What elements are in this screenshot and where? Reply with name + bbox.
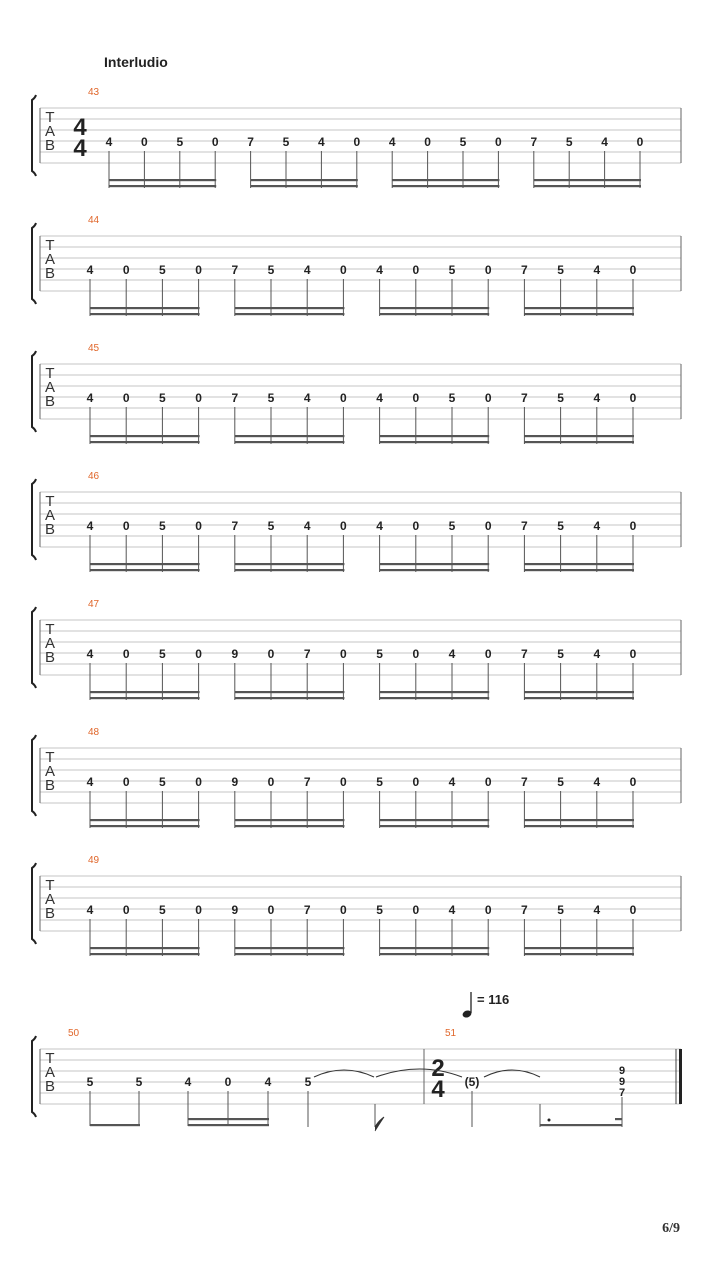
tab-note: 5: [448, 519, 456, 533]
dot: [548, 1119, 551, 1122]
tab-note: 0: [195, 903, 202, 917]
measure-number: 44: [88, 215, 100, 226]
tab-note: 5: [376, 903, 383, 917]
tab-note: 0: [636, 135, 644, 149]
beam: [380, 313, 490, 315]
beam: [90, 569, 200, 571]
tab-note: 4: [318, 135, 325, 149]
tab-note: 9: [231, 903, 239, 917]
tab-note: 4: [264, 1075, 272, 1089]
tab-note: 5: [267, 391, 275, 405]
tab-note: 0: [424, 135, 431, 149]
beam: [90, 825, 200, 827]
tab-note: 0: [122, 519, 130, 533]
tab-note: 7: [521, 775, 528, 789]
beam: [534, 185, 641, 187]
tab-note: 4: [593, 903, 601, 917]
tab-note: 5: [159, 519, 166, 533]
measure-number: 47: [88, 599, 100, 610]
tab-note: 7: [231, 391, 239, 405]
tab-note: 0: [340, 647, 347, 661]
tab-note: 0: [484, 647, 492, 661]
beam: [392, 179, 499, 181]
beam: [109, 185, 216, 187]
tab-note: 0: [340, 519, 347, 533]
tab-note: 0: [340, 775, 347, 789]
tab-system: [32, 343, 681, 444]
beam: [235, 819, 345, 821]
tab-clef-letter: B: [44, 1078, 56, 1095]
tab-note: 4: [593, 391, 601, 405]
tab-system: [32, 87, 681, 188]
beam: [235, 313, 345, 315]
tab-clef-letter: T: [45, 877, 55, 894]
beam: [90, 435, 200, 437]
note-flag: [375, 1117, 384, 1131]
tab-note: 4: [105, 135, 113, 149]
tab-note: 0: [629, 647, 637, 661]
beam: [392, 185, 499, 187]
tab-clef-letter: B: [44, 777, 56, 794]
tab-note: 0: [195, 519, 202, 533]
tab-note: 5: [176, 135, 184, 149]
tab-note: 5: [267, 263, 275, 277]
tab-note: 4: [303, 263, 311, 277]
tab-note: 5: [448, 391, 456, 405]
tab-system: [32, 855, 681, 956]
tab-note: 5: [557, 775, 564, 789]
section-title: Interludio: [104, 54, 168, 70]
tab-note: 0: [629, 519, 637, 533]
tab-note: 0: [211, 135, 219, 149]
tab-note: 5: [376, 775, 383, 789]
tab-note: 5: [557, 647, 564, 661]
tab-note: 0: [195, 391, 202, 405]
tie: [376, 1069, 462, 1077]
beam: [235, 953, 345, 955]
tab-note: 0: [141, 135, 148, 149]
beam: [524, 435, 634, 437]
tab-clef-letter: A: [44, 891, 56, 908]
tab-note: 5: [304, 1075, 312, 1089]
tab-note: 4: [448, 647, 456, 661]
system-bracket: [32, 223, 36, 304]
tab-note: 4: [376, 519, 383, 533]
beam: [235, 435, 345, 437]
beam: [235, 569, 345, 571]
beam: [235, 697, 345, 699]
tab-note: 0: [267, 775, 275, 789]
chord-note: 7: [618, 1087, 626, 1099]
tab-note: 5: [159, 775, 166, 789]
tab-note: 0: [122, 903, 130, 917]
tab-clef-letter: T: [45, 365, 55, 382]
beam: [524, 307, 634, 309]
tab-clef-letter: B: [44, 521, 56, 538]
measure-number: 45: [88, 343, 100, 354]
beam: [380, 307, 490, 309]
tab-note: 9: [231, 775, 239, 789]
measure-number: 50: [68, 1028, 80, 1039]
beam: [540, 1124, 622, 1126]
tab-note: 7: [521, 903, 528, 917]
tab-note: 5: [557, 263, 564, 277]
tab-note: 0: [629, 391, 637, 405]
tab-note: 4: [86, 775, 94, 789]
tab-note: 5: [448, 263, 456, 277]
tab-note: 0: [629, 903, 637, 917]
tab-note: 4: [601, 135, 608, 149]
tab-clef-letter: T: [45, 109, 55, 126]
beam-fragment: [615, 1118, 622, 1120]
beam: [524, 563, 634, 565]
beam: [524, 947, 634, 949]
tab-note: 7: [521, 391, 528, 405]
tab-note: 5: [159, 903, 166, 917]
tab-note: 4: [388, 135, 396, 149]
tab-clef-letter: A: [44, 379, 56, 396]
beam: [90, 819, 200, 821]
beam: [524, 569, 634, 571]
tab-clef-letter: B: [44, 649, 56, 666]
beam: [524, 441, 634, 443]
beam: [188, 1124, 269, 1126]
beam: [524, 313, 634, 315]
beam: [524, 691, 634, 693]
tab-note: 5: [86, 1075, 94, 1089]
time-signature-top: 4: [73, 114, 87, 141]
tab-note: 0: [195, 263, 202, 277]
tab-note: 5: [159, 391, 166, 405]
tab-note: 4: [184, 1075, 192, 1089]
tab-note: 0: [629, 263, 637, 277]
tab-clef-letter: A: [44, 251, 56, 268]
tab-note: 4: [86, 903, 94, 917]
tab-note: 5: [376, 647, 383, 661]
tab-system: [32, 599, 681, 700]
beam: [524, 819, 634, 821]
tab-note: 0: [412, 391, 420, 405]
tab-note: (5): [464, 1075, 480, 1089]
tab-note: 4: [86, 391, 94, 405]
tab-clef-letter: A: [44, 123, 56, 140]
tab-clef-letter: B: [44, 393, 56, 410]
system-bracket: [32, 479, 36, 560]
tab-note: 4: [593, 775, 601, 789]
tab-clef-letter: A: [44, 1064, 56, 1081]
tab-system: [32, 471, 681, 572]
tab-clef-letter: T: [45, 493, 55, 510]
time-signature-bottom: 4: [73, 135, 87, 162]
beam: [524, 697, 634, 699]
tab-note: 7: [521, 263, 528, 277]
tab-note: 4: [376, 391, 383, 405]
beam: [380, 947, 490, 949]
measure-number: 51: [445, 1028, 457, 1039]
beam: [380, 697, 490, 699]
tab-clef-letter: A: [44, 635, 56, 652]
tab-note: 0: [340, 263, 347, 277]
tab-note: 0: [484, 391, 492, 405]
tab-note: 4: [86, 647, 94, 661]
tab-clef-letter: B: [44, 265, 56, 282]
time-signature-bottom: 4: [431, 1076, 445, 1103]
beam: [235, 441, 345, 443]
tab-note: 4: [593, 647, 601, 661]
measure-number: 48: [88, 727, 100, 738]
beam: [90, 313, 200, 315]
tab-note: 0: [412, 647, 420, 661]
tab-system: [32, 215, 681, 316]
beam: [380, 569, 490, 571]
beam: [524, 953, 634, 955]
tab-note: 0: [484, 519, 492, 533]
beam: [251, 179, 358, 181]
tab-note: 7: [303, 775, 311, 789]
tempo-text: = 116: [477, 992, 510, 1007]
beam: [380, 825, 490, 827]
system-bracket: [32, 607, 36, 688]
tab-note: 5: [282, 135, 290, 149]
tab-system: [32, 727, 681, 828]
beam: [90, 441, 200, 443]
tab-note: 0: [195, 775, 202, 789]
tab-note: 7: [530, 135, 538, 149]
tab-note: 7: [231, 519, 239, 533]
beam: [235, 307, 345, 309]
time-signature-top: 2: [431, 1055, 445, 1082]
tab-note: 0: [340, 903, 347, 917]
tab-clef-letter: B: [44, 905, 56, 922]
tab-note: 0: [267, 647, 275, 661]
tab-note: 0: [484, 775, 492, 789]
tab-note: 0: [122, 775, 130, 789]
tab-note: 7: [303, 903, 311, 917]
beam: [90, 563, 200, 565]
system-bracket: [32, 95, 36, 176]
measure-number: 43: [88, 87, 100, 98]
page-number: 6/9: [662, 1221, 680, 1236]
tab-note: 4: [86, 519, 94, 533]
tab-clef-letter: T: [45, 237, 55, 254]
beam: [235, 825, 345, 827]
tab-note: 7: [521, 519, 528, 533]
tab-note: 7: [247, 135, 254, 149]
beam: [380, 691, 490, 693]
tab-system-final: [32, 1028, 682, 1131]
tab-note: 9: [231, 647, 239, 661]
beam: [380, 441, 490, 443]
tab-note: 5: [565, 135, 573, 149]
tab-note: 0: [340, 391, 347, 405]
measure-number: 46: [88, 471, 100, 482]
tab-note: 0: [484, 903, 492, 917]
tab-note: 4: [303, 391, 311, 405]
beam: [109, 179, 216, 181]
tab-note: 5: [135, 1075, 143, 1089]
beam: [380, 563, 490, 565]
tab-note: 0: [267, 903, 275, 917]
beam: [380, 819, 490, 821]
tab-note: 0: [495, 135, 502, 149]
tab-note: 0: [412, 263, 420, 277]
tab-clef-letter: T: [45, 621, 55, 638]
tab-note: 0: [629, 775, 637, 789]
tab-clef-letter: T: [45, 749, 55, 766]
beam: [188, 1118, 269, 1120]
tab-note: 5: [159, 263, 166, 277]
beam: [235, 691, 345, 693]
tab-note: 0: [122, 263, 130, 277]
tab-note: 5: [159, 647, 166, 661]
tab-note: 0: [353, 135, 361, 149]
beam: [90, 953, 200, 955]
tab-note: 0: [122, 647, 130, 661]
tab-clef-letter: A: [44, 763, 56, 780]
tab-note: 7: [231, 263, 239, 277]
measure-number: 49: [88, 855, 100, 866]
beam: [90, 947, 200, 949]
tab-note: 7: [303, 647, 311, 661]
tempo-marking: [462, 992, 510, 1019]
beam: [380, 435, 490, 437]
tab-note: 0: [484, 263, 492, 277]
system-bracket: [32, 735, 36, 816]
tab-note: 0: [224, 1075, 232, 1089]
tab-note: 7: [521, 647, 528, 661]
system-bracket: [32, 1036, 36, 1117]
tab-note: 5: [557, 519, 564, 533]
beam: [534, 179, 641, 181]
chord-note: 9: [618, 1065, 626, 1077]
tab-clef-letter: B: [44, 137, 56, 154]
beam: [524, 825, 634, 827]
tab-note: 4: [593, 263, 601, 277]
tab-note: 0: [412, 519, 420, 533]
tab-note: 4: [448, 775, 456, 789]
beam: [90, 1124, 140, 1126]
tab-note: 4: [86, 263, 94, 277]
chord-note: 9: [618, 1076, 626, 1088]
system-bracket: [32, 351, 36, 432]
tab-clef-letter: T: [45, 1050, 55, 1067]
beam: [235, 563, 345, 565]
tab-note: 5: [557, 903, 564, 917]
tab-note: 5: [557, 391, 564, 405]
beam: [380, 953, 490, 955]
beam: [90, 307, 200, 309]
tab-note: 4: [593, 519, 601, 533]
beam: [90, 691, 200, 693]
tab-note: 5: [459, 135, 467, 149]
tab-note: 4: [376, 263, 383, 277]
beam: [90, 697, 200, 699]
tab-note: 5: [267, 519, 275, 533]
tab-note: 0: [412, 903, 420, 917]
tab-note: 4: [303, 519, 311, 533]
tab-note: 4: [448, 903, 456, 917]
system-bracket: [32, 863, 36, 944]
final-barline-thick: [679, 1049, 682, 1104]
tab-note: 0: [412, 775, 420, 789]
beam: [235, 947, 345, 949]
beam: [251, 185, 358, 187]
tab-note: 0: [122, 391, 130, 405]
tab-clef-letter: A: [44, 507, 56, 524]
tab-note: 0: [195, 647, 202, 661]
